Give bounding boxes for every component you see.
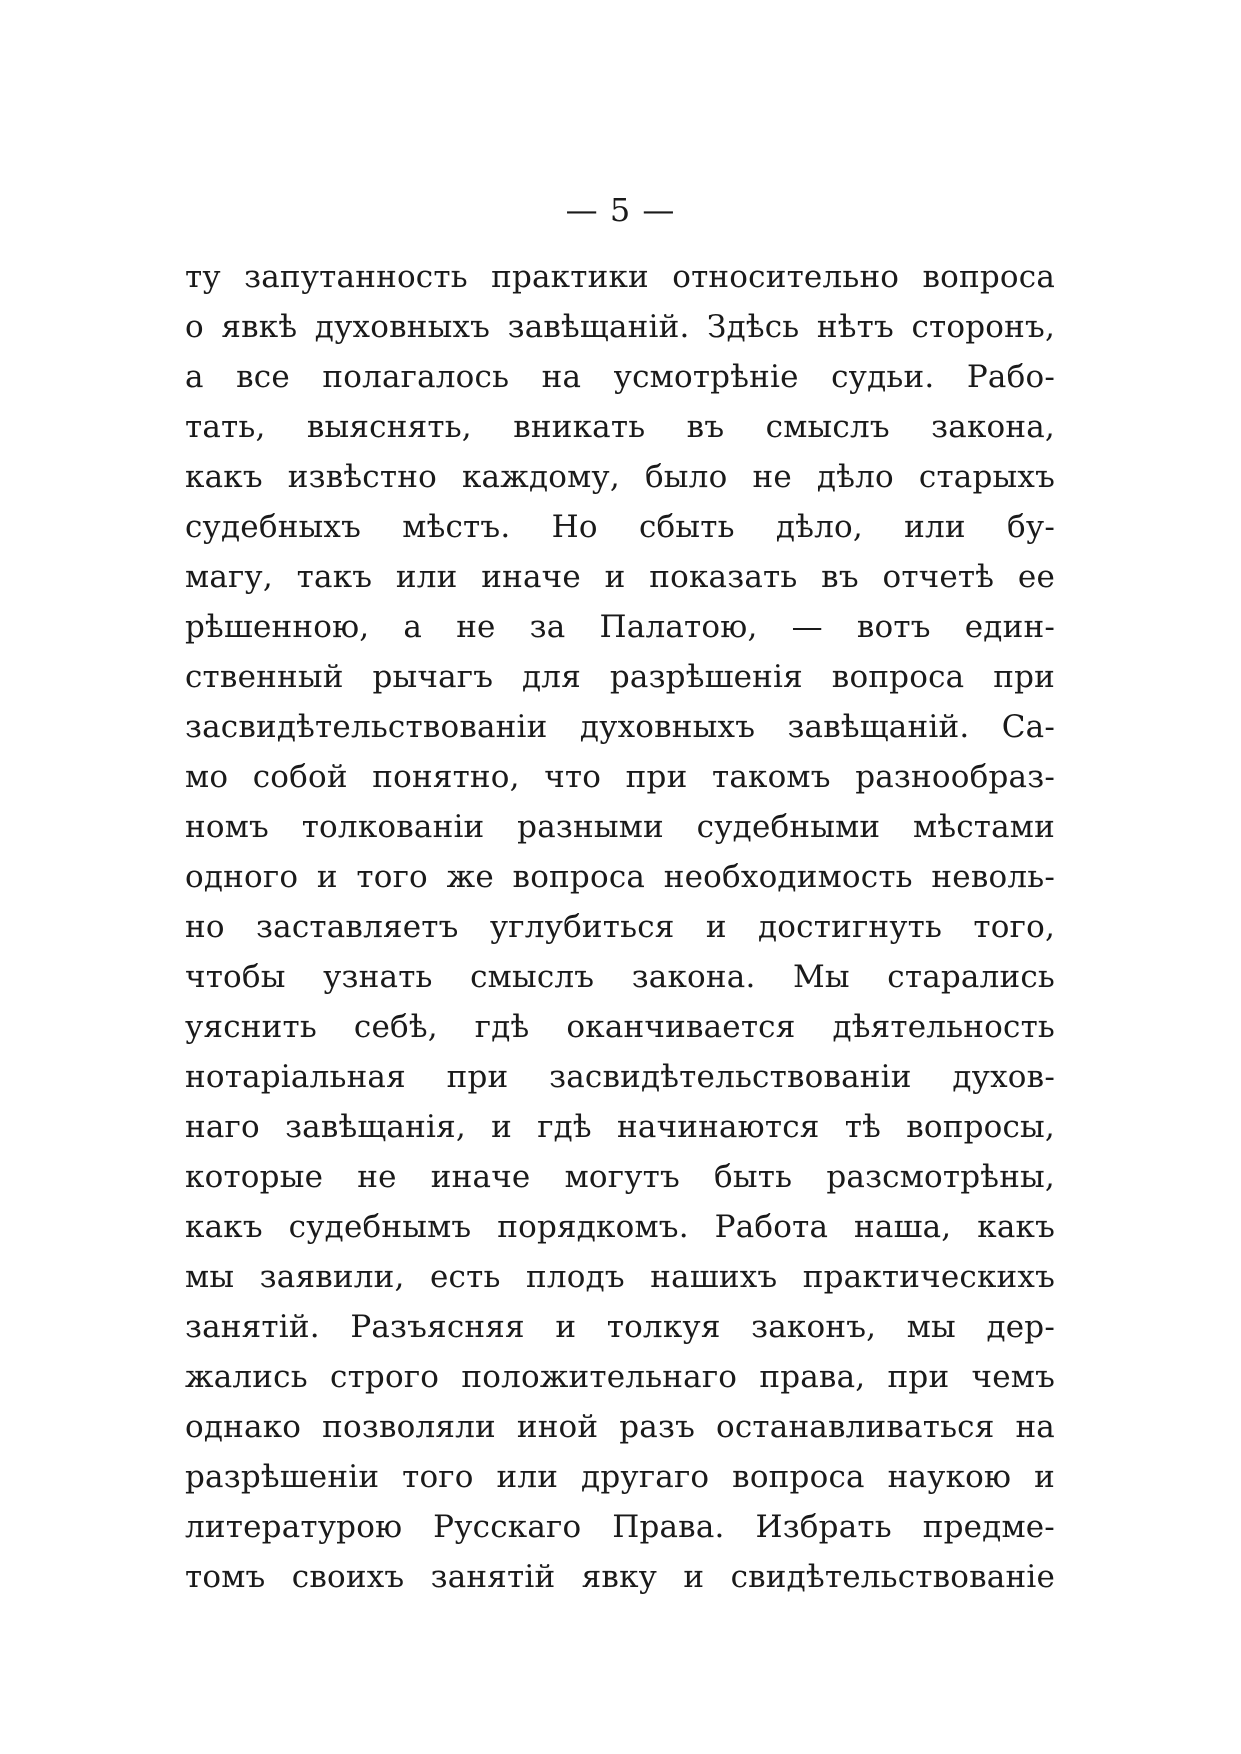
text-line: наго завѣщанія, и гдѣ начинаются тѣ вопросы, bbox=[185, 1109, 1055, 1145]
text-line: засвидѣтельствованіи духовныхъ завѣщаній. Са- bbox=[185, 709, 1055, 745]
body-text bbox=[185, 252, 1055, 1602]
text-line: томъ своихъ занятій явку и свидѣтельствованіе bbox=[185, 1559, 1055, 1595]
text-line: литературою Русскаго Права. Избрать предме- bbox=[185, 1509, 1055, 1545]
text-line: номъ толкованіи разными судебными мѣстами bbox=[185, 809, 1055, 845]
text-line: мо собой понятно, что при такомъ разнообраз- bbox=[185, 759, 1055, 795]
text-line: но заставляетъ углубиться и достигнуть того, bbox=[185, 909, 1055, 945]
text-line: а все полагалось на усмотрѣніе судьи. Рабо- bbox=[185, 359, 1055, 395]
page-number: — 5 — bbox=[565, 191, 676, 229]
text-line: разрѣшеніи того или другаго вопроса наукою и bbox=[185, 1459, 1055, 1495]
text-line: ственный рычагъ для разрѣшенія вопроса при bbox=[185, 659, 1055, 695]
text-line: уяснить себѣ, гдѣ оканчивается дѣятельность bbox=[185, 1009, 1055, 1045]
text-line: какъ извѣстно каждому, было не дѣло старыхъ bbox=[185, 459, 1055, 495]
text-line: тать, выяснять, вникать въ смыслъ закона, bbox=[185, 409, 1055, 445]
text-line: мы заявили, есть плодъ нашихъ практическихъ bbox=[185, 1259, 1055, 1295]
text-line: которые не иначе могутъ быть разсмотрѣны, bbox=[185, 1159, 1055, 1195]
text-line: занятій. Разъясняя и толкуя законъ, мы дер- bbox=[185, 1309, 1055, 1345]
text-line: магу, такъ или иначе и показать въ отчетѣ ее bbox=[185, 559, 1055, 595]
text-line: о явкѣ духовныхъ завѣщаній. Здѣсь нѣтъ сторонъ, bbox=[185, 309, 1055, 345]
text-line: судебныхъ мѣстъ. Но сбыть дѣло, или бу- bbox=[185, 509, 1055, 545]
text-line: какъ судебнымъ порядкомъ. Работа наша, какъ bbox=[185, 1209, 1055, 1245]
text-line: ту запутанность практики относительно вопроса bbox=[185, 259, 1055, 295]
text-line: одного и того же вопроса необходимость неволь- bbox=[185, 859, 1055, 895]
text-line: рѣшенною, а не за Палатою, — вотъ един- bbox=[185, 609, 1055, 645]
text-line: однако позволяли иной разъ останавливаться на bbox=[185, 1409, 1055, 1445]
text-line: жались строго положительнаго права, при чемъ bbox=[185, 1359, 1055, 1395]
text-line: чтобы узнать смыслъ закона. Мы старались bbox=[185, 959, 1055, 995]
text-line: нотаріальная при засвидѣтельствованіи духов- bbox=[185, 1059, 1055, 1095]
